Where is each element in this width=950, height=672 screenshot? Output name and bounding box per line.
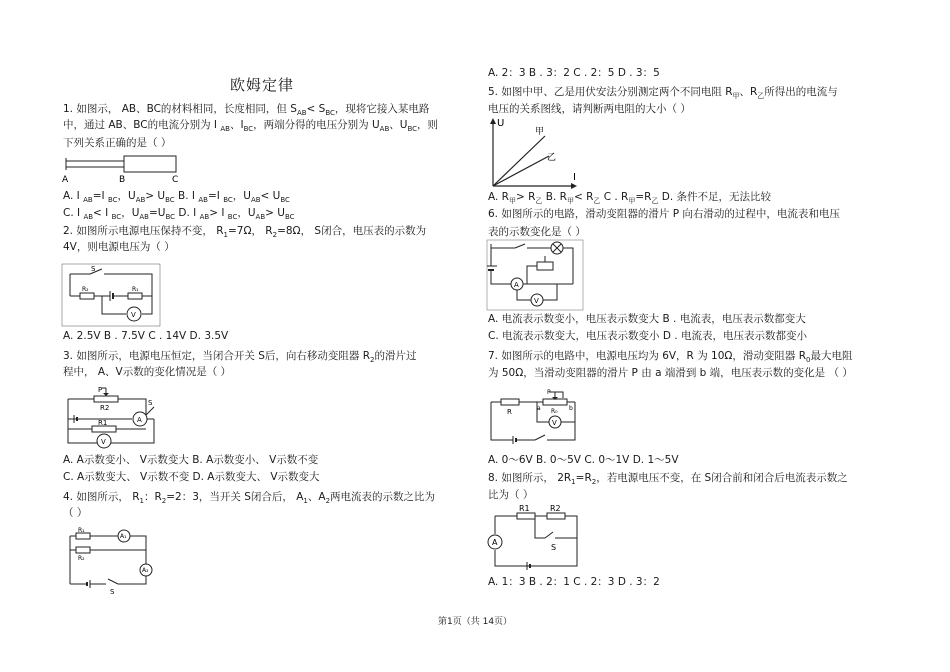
q8-label-s: S [551,543,557,552]
right-text-line: A. 0～6V B. 0～5V C. 0～1V D. 1～5V [488,454,679,466]
q5-figure [487,116,583,188]
right-text-line: A. $R_甲> R_乙$ B. $R_甲< R_乙$ C . $R_甲=R_乙$ D. 条件不足，无法比较 [488,191,772,206]
q3-label-s: S [148,399,153,407]
q7-label-b: b [569,405,573,412]
right-text-line: 8. 如图所示， $2R_1=R_2$，若电源电压不变，在 S闭合前和闭合后电流表示数之 [488,472,848,487]
left-text-line: 3. 如图所示，电源电压恒定，当闭合开关 S后，向右移动变阻器 $R_2$的滑片过 [63,350,417,365]
q4-label-a2: A₂ [142,567,149,574]
q3-label-r2: R2 [100,404,110,412]
right-text-line: 5. 如图中甲、乙是用伏安法分别测定两个不同电阻 $R_甲$、$R_乙$所得出的电流与 [488,86,838,101]
q1-label-b: B [119,175,126,185]
q7-label-r0: R₀ [551,408,558,415]
left-text-line: C. I $_{AB}$< I $_{BC}$，$U_{AB}=U_{BC}$ D. I $_{AB}$> I $_{BC}$，$U_{AB}> U_{BC}$ [63,207,295,222]
q3-label-r1: R1 [98,419,108,427]
q8-label-r2: R2 [550,504,561,513]
q1-label-c: C [172,175,179,185]
left-text-line: 程中， A、V示数的变化情况是（ ） [63,366,232,378]
left-text-line: A. I $_{AB}$=I $_{BC}$，$U_{AB}> U_{BC}$ B. I $_{AB}$=I $_{BC}$，$U_{AB}< U_{BC}$ [63,190,290,205]
q5-label-u: U [497,118,505,129]
q6-label-a: A [514,281,519,289]
q3-label-v: V [101,438,106,446]
q3-label-p: P [98,386,103,394]
right-text-line: 比为（ ） [488,489,534,501]
q2-label-s: S [91,265,96,273]
right-text-line: 为 50Ω，当滑动变阻器的滑片 P 由 a 端滑到 b 端，电压表示数的变化是 （ ） [488,367,853,379]
right-text-line: A. 电流表示数变小，电压表示数变大 B . 电流表，电压表示数都变大 [488,313,806,325]
q7-figure [487,388,583,446]
q1-figure [62,154,182,184]
q4-label-a1: A₁ [120,533,127,540]
q7-label-r: R [507,408,512,416]
right-text-line: C. 电流表示数变大，电压表示数变小 D . 电流表，电压表示数都变小 [488,330,807,342]
left-text-line: 1. 如图示， AB、BC的材料相同，长度相同，但 $S_{AB}< S_{BC}$，现将它接入某电路 [63,103,430,118]
q4-label-r1: R₁ [78,527,85,534]
left-text-line: 下列关系正确的是（ ） [63,137,172,149]
q7-label-p: P [547,389,551,396]
q4-figure [62,527,158,596]
left-text-line: 中，通过 AB、BC的电流分别为 I $_{AB}$、$I_{BC}$，两端分得的电压分别为 $U_{AB}$、$U_{BC}$，则 [63,119,439,134]
q4-label-s: S [110,588,115,596]
q8-label-r1: R1 [519,504,530,513]
left-text-line: 2. 如图所示电源电压保持不变， $R_1=7\Omega$， $R_2=8\Omega$， S闭合，电压表的示数为 [63,225,427,240]
right-text-line: A. 1：3 B . 2：1 C . 2：3 D . 3：2 [488,576,660,588]
q6-figure [487,240,583,310]
right-text-line: 7. 如图所示的电路中，电源电压均为 6V，R 为 10Ω，滑动变阻器 $R_0$最大电阻 [488,350,853,365]
q2-label-r2: R₂ [82,286,89,293]
left-text-line: A. 2.5V B . 7.5V C . 14V D. 3.5V [63,330,229,342]
q7-label-v: V [552,419,557,427]
q2-label-v: V [131,311,136,319]
right-text-line: 电压的关系图线，请判断两电阻的大小（ ） [488,103,691,115]
q6-label-v: V [534,297,539,305]
q5-label-yi: 乙 [547,153,557,163]
left-text-line: A. A示数变小、 V示数变大 B. A示数变小、 V示数不变 [63,454,319,466]
q5-label-i: I [573,172,576,183]
left-text-line: 4V，则电源电压为（ ） [63,241,175,253]
q7-label-a: a [537,405,541,412]
right-text-line: A. 2：3 B . 3：2 C . 2：5 D . 3：5 [488,67,660,79]
q8-figure [487,502,583,574]
q4-label-r2: R₂ [78,555,85,562]
right-text-line: 6. 如图所示的电路，滑动变阻器的滑片 P 向右滑动的过程中，电流表和电压 [488,208,840,220]
q2-figure [62,264,160,326]
left-text-line: （ ） [63,507,88,519]
page-footer: 第1页（共 14页） [438,617,513,627]
left-text-line: 4. 如图所示， $R_1$：$R_2=2$：3，当开关 S闭合后， $A_1$、$A_2$两电流表的示数之比为 [63,491,436,506]
left-text-line: C. A示数变大、 V示数不变 D. A示数变大、 V示数变大 [63,471,320,483]
q2-label-r1: R₁ [132,286,139,293]
q5-label-jia: 甲 [535,127,545,137]
q8-label-a: A [492,538,498,547]
q3-figure [62,385,162,449]
q1-label-a: A [62,175,69,185]
right-text-line: 表的示数变化是（ ） [488,226,586,238]
q3-label-a: A [137,416,142,424]
page-title: 欧姆定律 [230,76,295,94]
